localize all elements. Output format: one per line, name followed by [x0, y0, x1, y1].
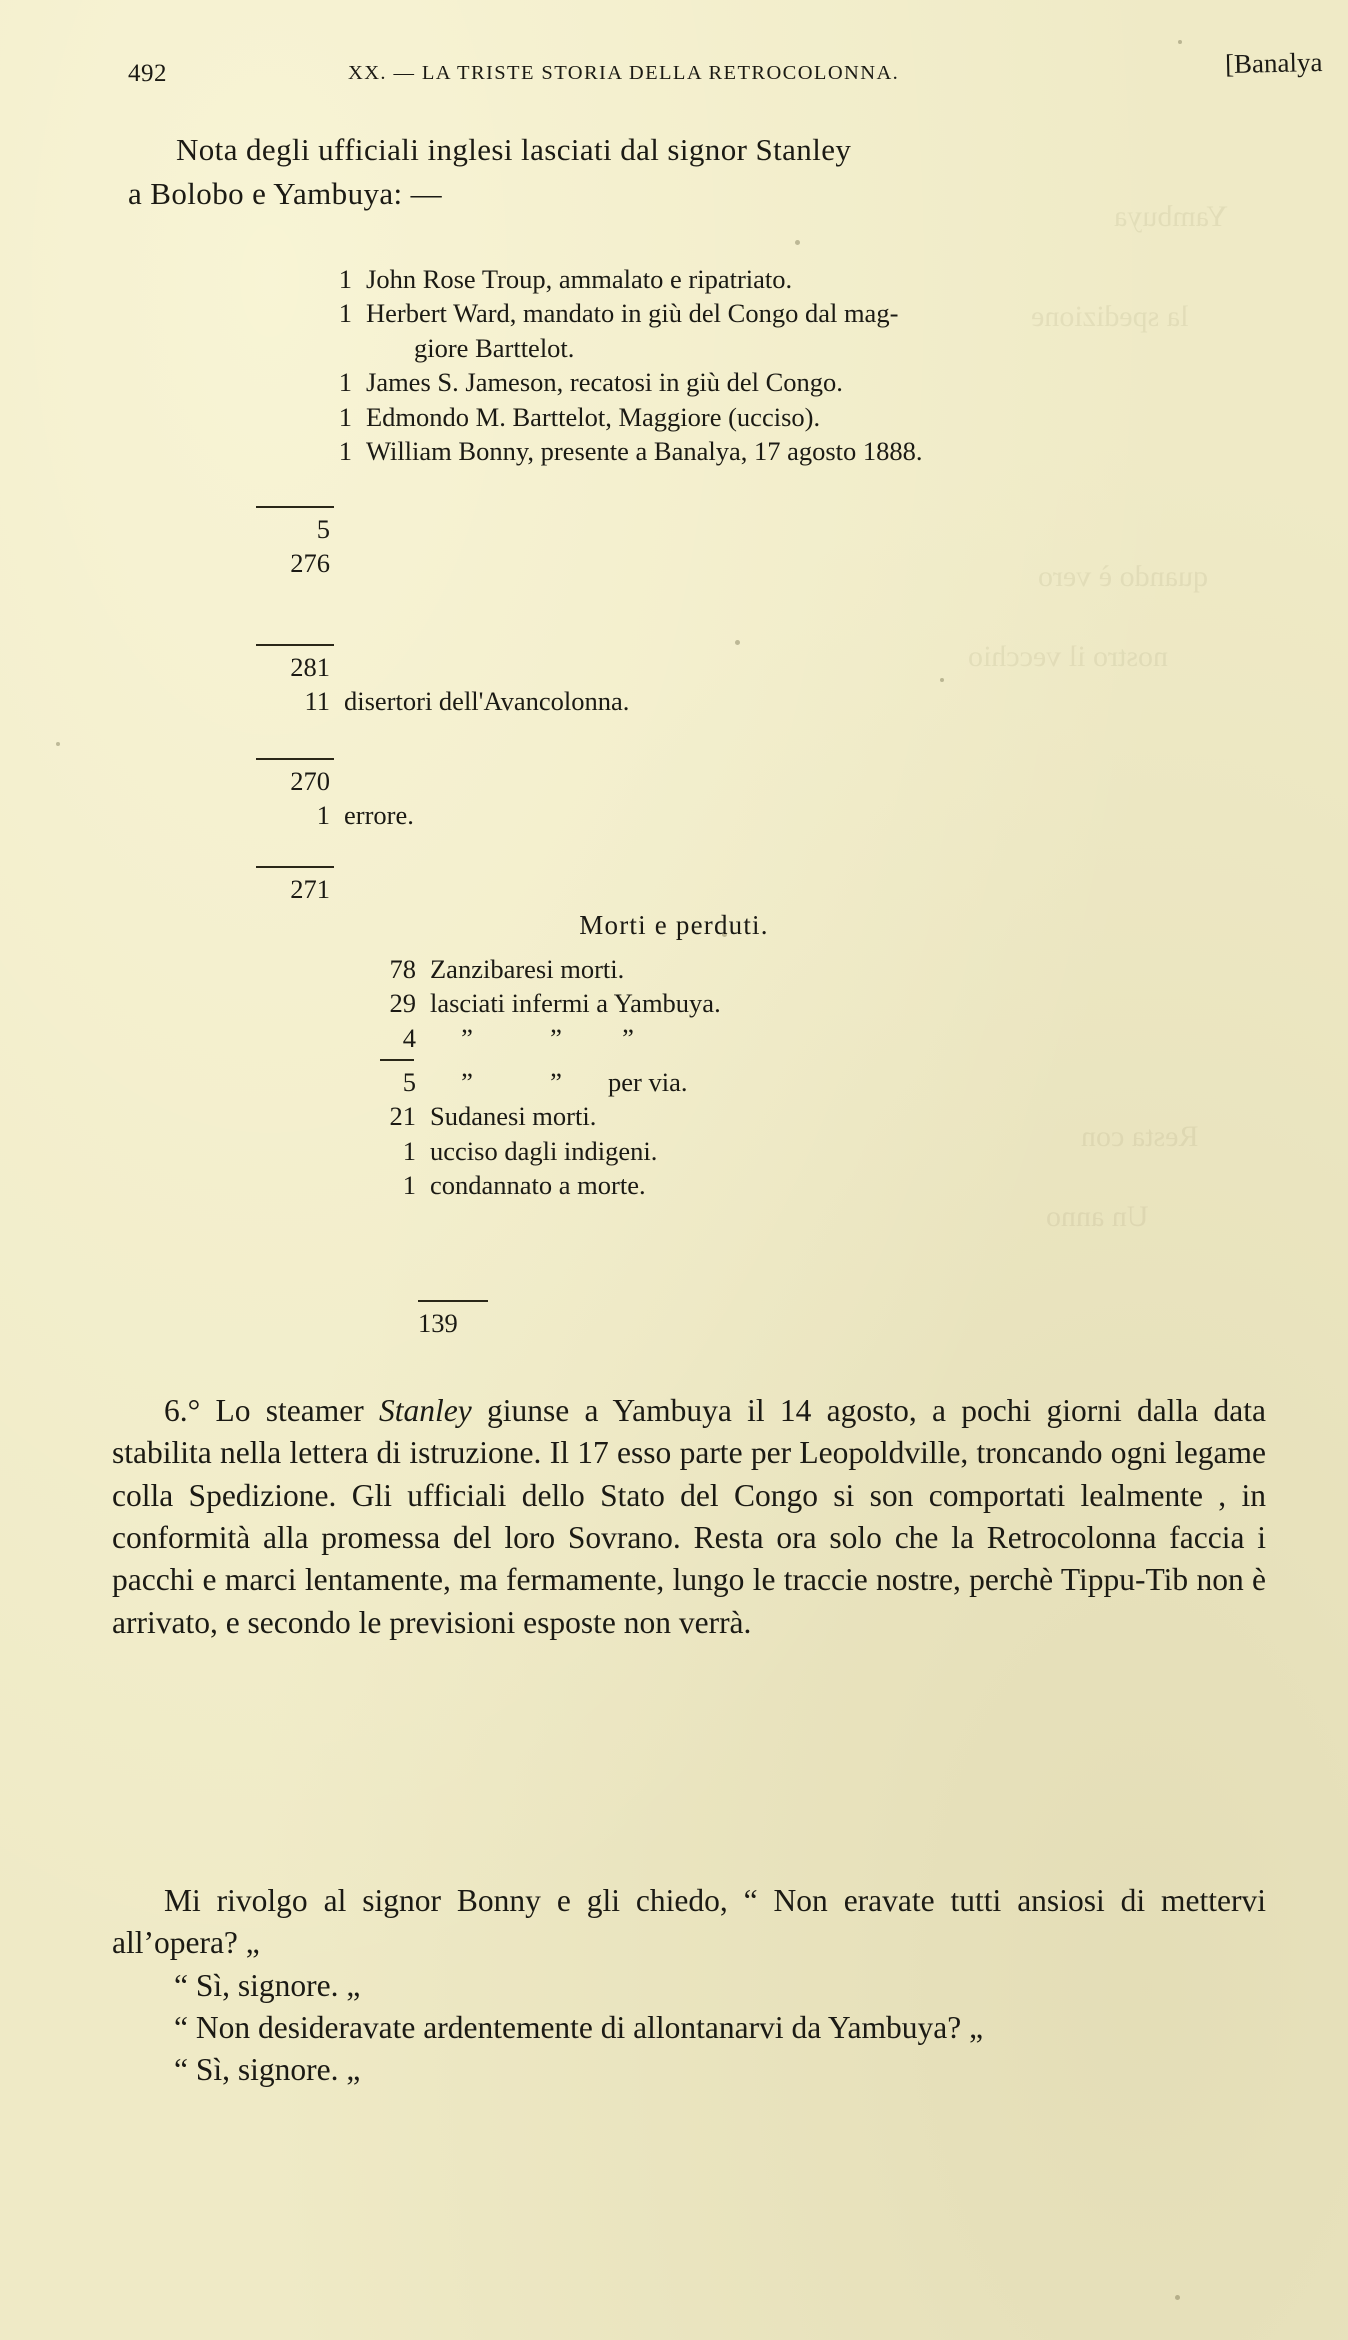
- intro-line-1: Nota degli ufficiali inglesi lasciati dal signor Stanley: [176, 132, 852, 167]
- deaths-count: 78: [389, 954, 416, 984]
- bleed-through-text: Un anno: [1045, 1200, 1148, 1233]
- tally-deserters-label: disertori dell'Avancolonna.: [344, 686, 630, 717]
- tally-sum-officers: 5: [316, 514, 330, 544]
- deaths-label: ucciso dagli indigeni.: [430, 1135, 658, 1166]
- paragraph-lead: 6.° Lo steamer: [164, 1393, 379, 1428]
- list-item: [372, 1021, 721, 1065]
- officer-count: 1: [338, 298, 352, 329]
- bleed-through-text: Yambuya: [1114, 200, 1228, 233]
- paper-speck: [735, 640, 740, 645]
- body-paragraph-6: [112, 1390, 1266, 1644]
- intro-line-2: a Bolobo e Yambuya: —: [128, 176, 443, 212]
- officer-text: John Rose Troup, ammalato e ripatriato.: [366, 264, 793, 294]
- tally-addend: 276: [290, 548, 330, 579]
- paper-speck: [1178, 40, 1182, 44]
- dialogue-block: [112, 1880, 1266, 2092]
- tally-rule: [256, 506, 334, 508]
- ditto-mark: ”: [461, 1066, 473, 1097]
- list-item: [372, 952, 721, 986]
- tally-rule: [418, 1300, 488, 1302]
- steamer-name: Stanley: [378, 1393, 472, 1428]
- paragraph: Mi rivolgo al signor Bonny e gli chiedo, “ Non eravate tutti ansiosi di mettervi all’opera? „: [112, 1883, 1266, 1961]
- margin-note: [Banalya: [1224, 46, 1323, 80]
- officer-count: 1: [338, 264, 352, 294]
- tally-rule: [256, 758, 334, 760]
- ditto-mark: ”: [550, 1066, 562, 1097]
- deaths-count: 1: [402, 1170, 416, 1201]
- ditto-marks: [430, 1021, 648, 1055]
- deaths-label: condannato a morte.: [430, 1170, 646, 1201]
- deaths-count: 21: [389, 1101, 416, 1132]
- list-item: [372, 986, 721, 1020]
- deaths-label: Zanzibaresi morti.: [430, 954, 625, 984]
- list-item: [318, 434, 1268, 468]
- deaths-count: 5: [402, 1066, 416, 1097]
- tally-final: 271: [290, 874, 330, 904]
- deaths-list: [372, 952, 721, 1203]
- list-item: [318, 365, 1268, 399]
- list-item: [318, 296, 1268, 330]
- bleed-through-text: Resta con: [1080, 1120, 1198, 1153]
- tally-block-deserters: [252, 638, 629, 719]
- deaths-count: 4: [402, 1022, 416, 1053]
- list-item: [372, 1099, 721, 1133]
- running-head: XX. — LA TRISTE STORIA DELLA RETROCOLONNA.: [348, 62, 900, 84]
- list-item: [372, 1168, 721, 1202]
- deaths-label: Sudanesi morti.: [430, 1101, 597, 1132]
- officer-count: 1: [338, 401, 352, 432]
- ditto-mark: ”: [461, 1022, 473, 1053]
- fraction-rule: [380, 1059, 414, 1061]
- bleed-through-text: quando è vero: [1038, 560, 1208, 593]
- deaths-total-block: [418, 1300, 488, 1339]
- officer-count: 1: [338, 367, 352, 398]
- tally-block-final: [252, 860, 334, 906]
- tally-deserters-count: 11: [304, 686, 330, 717]
- paragraph: [112, 1390, 1266, 1644]
- officers-list: [318, 262, 1268, 469]
- tally-subtotal: 281: [290, 652, 330, 682]
- tally-error-count: 1: [316, 800, 330, 831]
- ditto-mark: ”: [622, 1022, 634, 1053]
- deaths-label: lasciati infermi a Yambuya.: [430, 988, 721, 1019]
- paper-speck: [1175, 2295, 1180, 2300]
- tally-rule: [256, 644, 334, 646]
- officer-text: William Bonny, presente a Banalya, 17 agosto 1888.: [366, 436, 923, 467]
- deaths-count: 1: [402, 1135, 416, 1166]
- officer-text: Edmondo M. Barttelot, Maggiore (ucciso).: [366, 401, 821, 432]
- ditto-marks: [430, 1065, 608, 1099]
- paper-speck: [940, 678, 944, 682]
- paragraph: “ Sì, signore. „: [174, 2052, 361, 2088]
- list-item: [372, 1065, 721, 1099]
- bleed-through-text: la spedizione: [1030, 300, 1188, 333]
- officer-text: James S. Jameson, recatosi in giù del Congo.: [366, 367, 843, 398]
- intro-paragraph: [128, 128, 1256, 216]
- bleed-through-text: nostro il vecchio: [968, 640, 1168, 673]
- paragraph-rest: giunse a Yambuya il 14 agosto, a pochi giorni dalla data stabilita nella lettera di istruzione. Il 17 esso parte per Leopoldville, troncando ogni legame colla Spedizione. Gli ufficiali dello Stato del Congo si son comportati lealmente , in conformità alla promessa del loro Sovrano. Resta ora solo che la Retrocolonna faccia i pacchi e marci lentamente, ma fermamente, lungo le traccie nostre, perchè Tippu-Tib non è arrivato, e secondo le previsioni esposte non verrà.: [112, 1393, 1266, 1640]
- officer-text-continuation: giore Barttelot.: [414, 332, 575, 363]
- ditto-mark: ”: [550, 1022, 562, 1053]
- deaths-count: 29: [389, 988, 416, 1019]
- list-item: [318, 262, 1268, 296]
- paper-speck: [56, 742, 60, 746]
- paragraph: “ Sì, signore. „: [174, 1967, 361, 2003]
- tally-rule: [256, 866, 334, 868]
- officer-text: Herbert Ward, mandato in giù del Congo dal mag-: [366, 298, 899, 329]
- deaths-total: 139: [418, 1308, 458, 1338]
- paper-speck: [795, 240, 800, 245]
- tally-block-error: [252, 752, 414, 833]
- page-number: 492: [128, 60, 167, 87]
- paragraph: “ Non desideravate ardentemente di allontanarvi da Yambuya? „: [174, 2010, 984, 2046]
- list-item: [372, 1134, 721, 1168]
- tally-after-deserters: 270: [290, 766, 330, 796]
- deaths-label: per via.: [608, 1066, 688, 1097]
- deaths-section-title: Morti e perduti.: [579, 910, 769, 940]
- officer-count: 1: [338, 436, 352, 467]
- list-item: [318, 400, 1268, 434]
- tally-block-sum: [252, 500, 334, 581]
- tally-error-label: errore.: [344, 800, 414, 831]
